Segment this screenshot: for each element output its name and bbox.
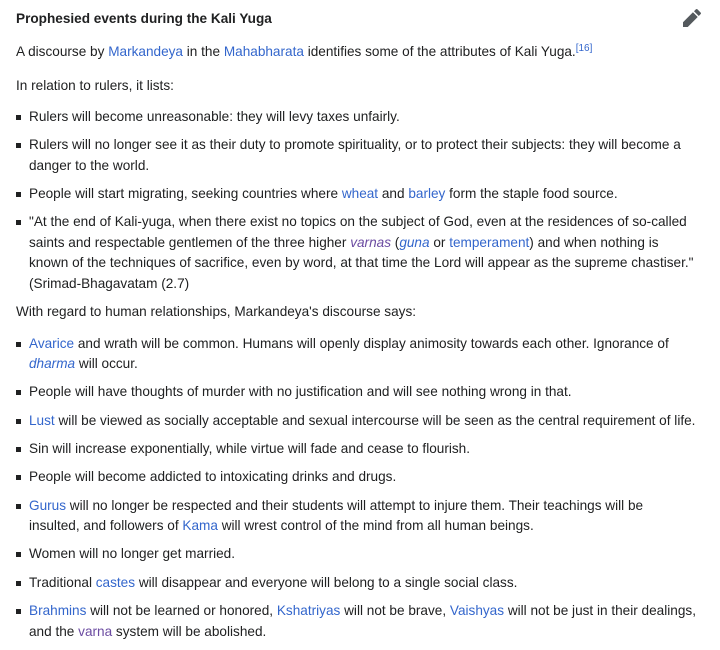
link-mahabharata[interactable]: Mahabharata: [223, 44, 304, 59]
list-item: [16, 601, 696, 642]
link-kshatriyas[interactable]: Kshatriyas: [276, 603, 341, 619]
pencil-icon[interactable]: [682, 8, 702, 28]
list-item-text: People will start migrating, seeking countries where: [29, 186, 342, 202]
list-item-text: will not be brave,: [340, 603, 450, 619]
list-item: [16, 496, 696, 537]
link-vaishyas[interactable]: Vaishyas: [449, 603, 505, 619]
relationships-list: [16, 334, 696, 642]
link-kama[interactable]: Kama: [182, 518, 218, 534]
reference-link-16[interactable]: [16]: [575, 43, 593, 54]
link-dharma[interactable]: [29, 356, 75, 371]
list-item-text: will not be learned or honored,: [86, 603, 277, 619]
list-item-text: or: [429, 234, 450, 250]
list-item: Rulers will no longer see it as their duty to promote spirituality, or to protect their subjects: they will become a danger to the world.: [16, 135, 696, 176]
link-avarice[interactable]: Avarice: [29, 335, 75, 351]
list-item: Women will no longer get married.: [16, 544, 696, 565]
link-varna[interactable]: varna: [78, 623, 113, 639]
list-item: [16, 411, 696, 432]
list-item-text: will no longer be respected and their students will attempt to injure them. Their teachings will be insulted, and followers of: [29, 497, 644, 534]
link-wheat[interactable]: wheat: [341, 186, 379, 202]
intro-text: identifies some of the attributes of Kali Yuga.: [303, 44, 576, 59]
rulers-list: [16, 107, 696, 294]
list-item-text: will not be just in their dealings, and the: [29, 603, 696, 639]
list-item: Rulers will become unreasonable: they will levy taxes unfairly.: [16, 107, 696, 128]
list-item: [16, 573, 696, 594]
list-item: Sin will increase exponentially, while virtue will fade and cease to flourish.: [16, 439, 696, 460]
relationships-lead: With regard to human relationships, Markandeya's discourse says:: [16, 304, 417, 320]
section-title: Prophesied events during the Kali Yuga: [16, 11, 272, 26]
intro-text: A discourse by: [16, 44, 109, 59]
link-dharma-text: dharma: [29, 356, 76, 372]
list-item-text: will wrest control of the mind from all human beings.: [217, 518, 534, 534]
list-item-text: Traditional: [29, 574, 96, 590]
article-section: [16, 8, 696, 650]
list-item-text: and wrath will be common. Humans will openly display animosity towards each other. Ignorance of: [74, 335, 669, 351]
link-barley[interactable]: barley: [408, 186, 446, 202]
link-brahmins[interactable]: Brahmins: [29, 603, 87, 619]
list-item-text: will occur.: [75, 356, 138, 372]
intro-paragraph: [16, 42, 696, 63]
list-item: [16, 334, 696, 375]
list-item-text: "At the end of Kali-yuga, when there exist no topics on the subject of God, even at the residences of so-called saints and respectable gentlemen of the three higher: [29, 214, 687, 250]
link-markandeya[interactable]: Markandeya: [108, 44, 183, 59]
rulers-lead: In relation to rulers, it lists:: [16, 77, 174, 93]
link-guna[interactable]: [399, 235, 429, 250]
section-heading-row: [16, 8, 696, 32]
list-item-text: and: [378, 186, 409, 202]
link-gurus[interactable]: Gurus: [29, 497, 67, 513]
link-varnas-text: varnas: [350, 234, 391, 250]
list-item-text: form the staple food source.: [445, 186, 618, 202]
intro-text: in the: [183, 44, 224, 59]
list-item: [16, 212, 696, 294]
link-temperament[interactable]: temperament: [449, 234, 530, 250]
link-guna-text: guna: [399, 234, 430, 250]
link-varnas[interactable]: [350, 235, 391, 250]
list-item: People will become addicted to intoxicating drinks and drugs.: [16, 467, 696, 488]
list-item-text: ) and when nothing is known of the techniques of sacrifice, even by word, at that time the Lord will appear as the supreme chastiser." (Srimad-Bhagavatam (2.7): [29, 234, 694, 291]
list-item-text: will disappear and everyone will belong to a single social class.: [135, 574, 518, 590]
list-item-text: will be viewed as socially acceptable and sexual intercourse will be seen as the central requirement of life.: [54, 412, 696, 428]
list-item-text: system will be abolished.: [112, 623, 267, 639]
list-item: [16, 184, 696, 205]
link-lust[interactable]: Lust: [29, 412, 55, 428]
list-item-text: (: [391, 234, 400, 250]
link-castes[interactable]: castes: [95, 574, 136, 590]
list-item: People will have thoughts of murder with no justification and will see nothing wrong in that.: [16, 382, 696, 403]
